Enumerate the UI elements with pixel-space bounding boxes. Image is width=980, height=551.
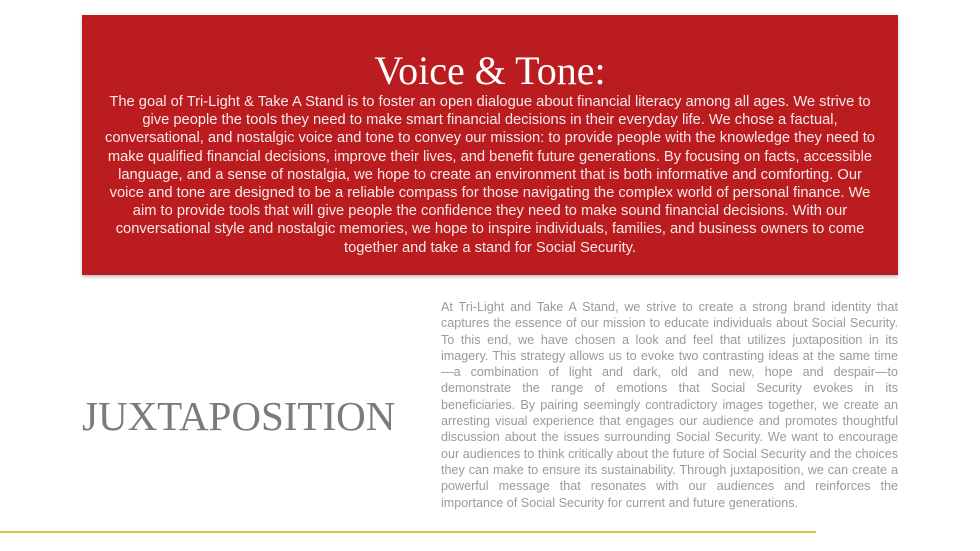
voice-tone-panel (82, 15, 898, 275)
juxtaposition-heading: JUXTAPOSITION (82, 393, 396, 439)
footer-divider (0, 531, 816, 533)
voice-tone-body: The goal of Tri-Light & Take A Stand is to foster an open dialogue about financial literacy among all ages. We strive to give people the tools they need to make smart financial decisions in their everyday life. We chose a factual, conversational, and nostalgic voice and tone to convey our mission: to provide people with the knowledge they need to make qualified financial decisions, improve their lives, and benefit future generations. By focusing on facts, accessible language, and a sense of nostalgia, we hope to create an environment that is both informative and comforting. Our voice and tone are designed to be a reliable compass for those navigating the complex world of personal finance. We aim to provide tools that will give people the confidence they need to make sound financial decisions. With our conversational style and nostalgic memories, we hope to inspire individuals, families, and business owners to come together and take a stand for Social Security. (105, 94, 875, 256)
juxtaposition-body: At Tri-Light and Take A Stand, we strive to create a strong brand identity that captures the essence of our mission to educate individuals about Social Security. To this end, we have chosen a look and feel that utilizes juxtaposition in its imagery. This strategy allows us to evoke two contrasting ideas at the same time—a combination of light and dark, old and new, hope and despair—to demonstrate the range of emotions that Social Security evokes in its beneficiaries. By pairing seemingly contradictory images together, we create an arresting visual experience that engages our audience and promotes thoughtful discussion about the issues surrounding Social Security. We want to encourage our audiences to think critically about the future of Social Security and the choices they can make to ensure its sustainability. Through juxtaposition, we can create a powerful message that resonates with our audiences and reinforces the importance of Social Security for current and future generations. (441, 300, 898, 510)
voice-tone-title: Voice & Tone: (374, 48, 606, 93)
